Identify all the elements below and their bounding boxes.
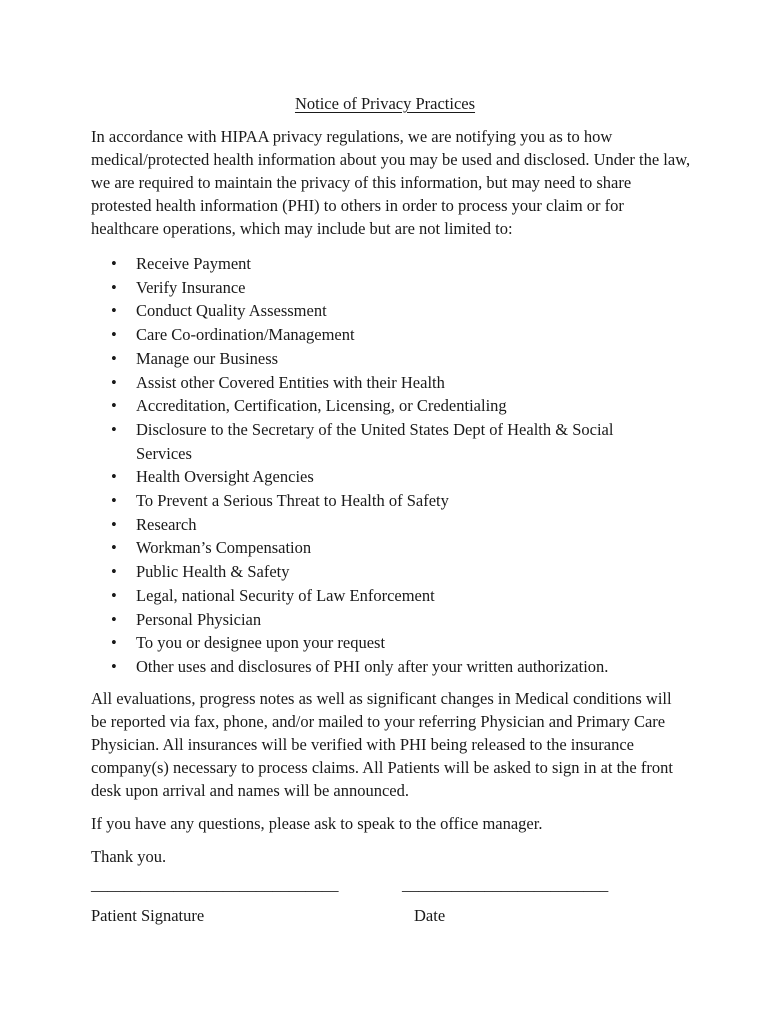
list-item: • Workman’s Compensation [91, 536, 691, 560]
evaluations-paragraph: All evaluations, progress notes as well as significant changes in Medical conditions will be reported via fax, phone, and/or mailed to your referring Physician and Primary Care Physician. All insurances will be verified with PHI being released to the insurance company(s) necessary to process claims. All Patients will be asked to sign in at the front desk upon arrival and names will be announced. [91, 688, 673, 800]
list-item: • Assist other Covered Entities with their Health [91, 371, 691, 395]
page-title: Notice of Privacy Practices [294, 94, 476, 113]
signature-labels [91, 906, 691, 930]
uses-list [91, 252, 691, 679]
list-item: • Personal Physician [91, 608, 691, 632]
notice-body [91, 125, 691, 868]
questions-paragraph: If you have any questions, please ask to speak to the office manager. [91, 813, 543, 833]
list-item: • Disclosure to the Secretary of the United States Dept of Health & Social Services [91, 418, 691, 465]
thank-you-text: Thank you. [91, 846, 167, 866]
list-item: • Health Oversight Agencies [91, 465, 691, 489]
list-item: • Other uses and disclosures of PHI only after your written authorization. [91, 655, 691, 679]
list-item: • Care Co-ordination/Management [91, 323, 691, 347]
patient-signature-label: Patient Signature [91, 906, 205, 925]
intro-paragraph: In accordance with HIPAA privacy regulations, we are notifying you as to how medical/protected health information about you may be used and disclosed. Under the law, we are required to maintain the privacy of this information, but may need to share protested health information (PHI) to others in order to process your claim or for healthcare operations, which may include but are not limited to: [91, 127, 691, 238]
list-item: • Public Health & Safety [91, 560, 691, 584]
list-item: • Receive Payment [91, 252, 691, 276]
list-item: • To Prevent a Serious Threat to Health of Safety [91, 489, 691, 513]
date-field[interactable]: _________________________ [402, 875, 609, 894]
list-item: • Verify Insurance [91, 276, 691, 300]
patient-signature-field[interactable]: ______________________________ [91, 875, 339, 894]
signature-lines [91, 875, 691, 899]
list-item: • Legal, national Security of Law Enforcement [91, 584, 691, 608]
date-label: Date [414, 906, 446, 925]
list-item: • Accreditation, Certification, Licensing, or Credentialing [91, 394, 691, 418]
list-item: • Research [91, 513, 691, 537]
list-item: • Conduct Quality Assessment [91, 299, 691, 323]
list-item: • To you or designee upon your request [91, 631, 691, 655]
list-item: • Manage our Business [91, 347, 691, 371]
